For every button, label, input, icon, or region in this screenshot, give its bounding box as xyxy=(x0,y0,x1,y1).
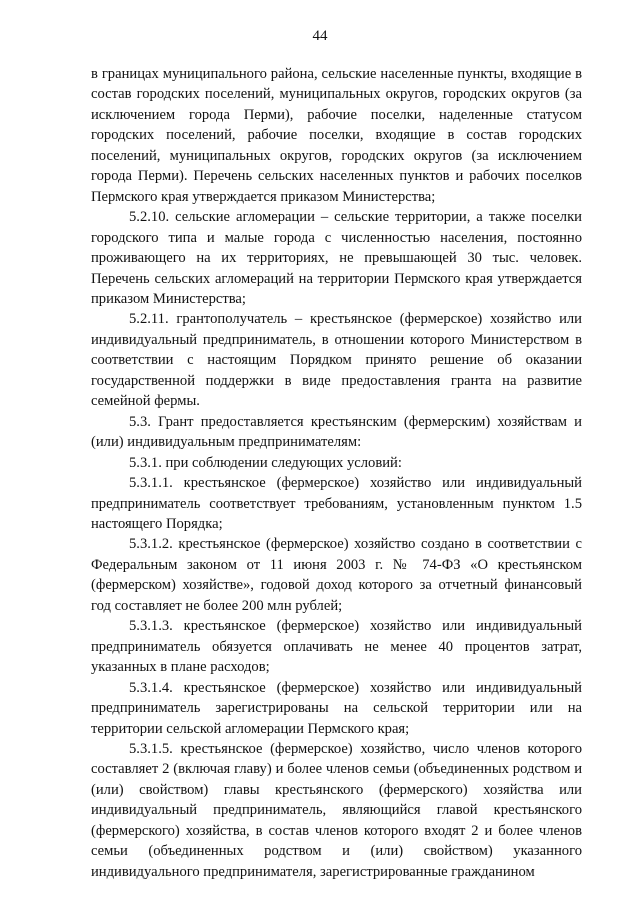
document-body xyxy=(91,64,582,882)
paragraph-5-3: 5.3. Грант предоставляется крестьянским (фермерским) хозяйствам и (или) индивидуальным предпринимателям: xyxy=(91,413,582,451)
paragraph-5-3-1-2: 5.3.1.2. крестьянское (фермерское) хозяйство создано в соответствии с Федеральным законом от 11 июня 2003 г. № 74-ФЗ «О крестьянском (фермерском) хозяйстве», годовой доход которого за отчетный финансовый год составляет не более 200 млн рублей; xyxy=(91,536,582,614)
paragraph-continuation: в границах муниципального района, сельские населенные пункты, входящие в состав городских поселений, муниципальных округов, городских округов (за исключением города Перми), рабочие поселки, наделенные статусом городских поселений, рабочие поселки, входящие в состав городских поселений, муниципальных округов, городских округов (за исключением города Перми). Перечень сельских населенных пунктов и рабочих поселков Пермского края утверждается приказом Министерства; xyxy=(91,66,582,205)
paragraph-5-3-1: 5.3.1. при соблюдении следующих условий: xyxy=(129,454,402,471)
paragraph-5-2-11: 5.2.11. грантополучатель – крестьянское (фермерское) хозяйство или индивидуальный предприниматель, в отношении которого Министерством в соответствии с настоящим Порядком принято решение об оказании государственной поддержки в виде предоставления гранта на развитие семейной фермы. xyxy=(91,311,582,410)
page-number: 44 xyxy=(312,28,328,44)
paragraph-5-3-1-1: 5.3.1.1. крестьянское (фермерское) хозяйство или индивидуальный предприниматель соответствует требованиям, установленным пунктом 1.5 настоящего Порядка; xyxy=(91,475,582,532)
paragraph-5-3-1-3: 5.3.1.3. крестьянское (фермерское) хозяйство или индивидуальный предприниматель обязуется оплачивать не менее 40 процентов затрат, указанных в плане расходов; xyxy=(91,618,582,676)
paragraph-5-3-1-4: 5.3.1.4. крестьянское (фермерское) хозяйство или индивидуальный предприниматель зарегистрированы на сельской территории или на территории сельской агломерации Пермского края; xyxy=(91,679,582,737)
paragraph-5-2-10: 5.2.10. сельские агломерации – сельские территории, а также поселки городского типа и малые города с численностью населения, постоянно проживающего на их территориях, не превышающей 30 тыс. человек. Перечень сельских агломераций на территории Пермского края утверждается приказом Министерства; xyxy=(91,209,582,307)
paragraph-5-3-1-5: 5.3.1.5. крестьянское (фермерское) хозяйство, число членов которого составляет 2 (включая главу) и более членов семьи (объединенных родством и (или) свойством) главы крестьянского (фермерского) хозяйства или индивидуальный предприниматель, являющийся главой крестьянского (фермерского) хозяйства, в состав членов которого входят 2 и более членов семьи (объединенных родством и (или) свойством) указанного индивидуального предпринимателя, зарегистрированные гражданином xyxy=(91,740,582,880)
